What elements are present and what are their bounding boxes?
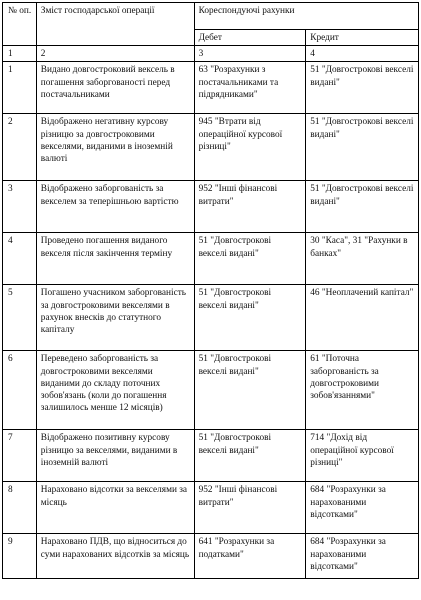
row-debit: 51 "Довгострокові векселі видані" [194, 430, 306, 482]
header-credit: Кредит [306, 30, 419, 46]
table-row [3, 285, 419, 351]
table-row [3, 430, 419, 482]
row-num: 2 [3, 114, 37, 181]
row-credit: 684 "Розрахунки за нарахованими відсотками" [306, 534, 419, 579]
row-num: 7 [3, 430, 37, 482]
table-row [3, 482, 419, 534]
row-credit: 46 "Неоплачений капітал" [306, 285, 419, 351]
table-row [3, 181, 419, 233]
row-num: 9 [3, 534, 37, 579]
header-debit: Дебет [194, 30, 306, 46]
column-index: 4 [306, 46, 419, 62]
column-index: 3 [194, 46, 306, 62]
row-num: 4 [3, 233, 37, 285]
accounting-entries-table [2, 2, 419, 579]
row-debit: 63 "Розрахунки з постачальниками та підрядниками" [194, 62, 306, 114]
row-description: Проведено погашення виданого векселя після закінчення терміну [36, 233, 194, 285]
row-debit: 945 "Втрати від операційної курсової різниці" [194, 114, 306, 181]
row-description: Нараховано відсотки за векселями за місяць [36, 482, 194, 534]
row-num: 5 [3, 285, 37, 351]
row-credit: 51 "Довгострокові векселі видані" [306, 62, 419, 114]
row-description: Нараховано ПДВ, що відноситься до суми нарахованих відсотків за місяць [36, 534, 194, 579]
row-description: Відображено позитивну курсову різницю за векселями, виданими в іноземній валюті [36, 430, 194, 482]
table-row [3, 114, 419, 181]
row-debit: 952 "Інші фінансові витрати" [194, 181, 306, 233]
header-accounts: Кореспондуючі рахунки [194, 3, 418, 30]
row-debit: 641 "Розрахунки за податками" [194, 534, 306, 579]
row-num: 3 [3, 181, 37, 233]
row-debit: 51 "Довгострокові векселі видані" [194, 285, 306, 351]
row-credit: 51 "Довгострокові векселі видані" [306, 181, 419, 233]
row-description: Переведено заборгованість за довгостроковими векселями виданими до складу поточних зобов'язань (коли до погашення залишилось менше 12 місяців) [36, 351, 194, 430]
row-credit: 714 "Дохід від операційної курсової різниці" [306, 430, 419, 482]
row-num: 6 [3, 351, 37, 430]
header-row [3, 3, 419, 30]
row-debit: 952 "Інші фінансові витрати" [194, 482, 306, 534]
row-num: 8 [3, 482, 37, 534]
row-description: Відображено негативну курсову різницю за довгостроковими векселями, виданими в іноземній валюті [36, 114, 194, 181]
row-credit: 51 "Довгострокові векселі видані" [306, 114, 419, 181]
table-row [3, 534, 419, 579]
row-description: Відображено заборгованість за векселем за теперішньою вартістю [36, 181, 194, 233]
table-row [3, 233, 419, 285]
document-page [2, 2, 419, 579]
header-description: Зміст господарської операції [36, 3, 194, 46]
row-num: 1 [3, 62, 37, 114]
row-credit: 30 "Каса", 31 "Рахунки в банках" [306, 233, 419, 285]
row-description: Погашено учасником заборгованість за довгостроковими векселями в рахунок внесків до статутного капіталу [36, 285, 194, 351]
table-row [3, 351, 419, 430]
header-num: № оп. [3, 3, 37, 46]
row-credit: 61 "Поточна заборгованість за довгостроковими зобов'язаннями" [306, 351, 419, 430]
column-index-row [3, 46, 419, 62]
row-debit: 51 "Довгострокові векселі видані" [194, 233, 306, 285]
column-index: 2 [36, 46, 194, 62]
row-credit: 684 "Розрахунки за нарахованими відсотками" [306, 482, 419, 534]
table-row [3, 62, 419, 114]
row-debit: 51 "Довгострокові векселі видані" [194, 351, 306, 430]
column-index: 1 [3, 46, 37, 62]
row-description: Видано довгостроковий вексель в погашення заборгованості перед постачальниками [36, 62, 194, 114]
